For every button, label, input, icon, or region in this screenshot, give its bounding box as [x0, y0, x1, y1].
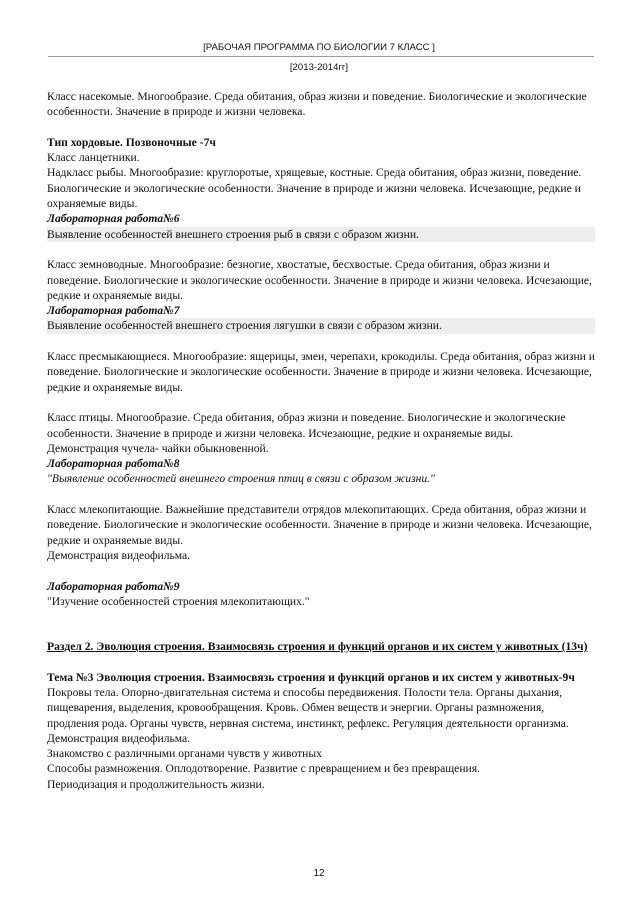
lab9-heading: Лабораторная работа№9	[47, 579, 180, 593]
mammals-paragraph: Класс млекопитающие. Важнейшие представители отрядов млекопитающих. Среда обитания, образ жизни и поведение. Биологические и экологические особенности. Значение в природе и жизни человека. Исчезающие, редкие и охраняемые виды.	[47, 503, 592, 547]
birds-demo-line: Демонстрация чучела- чайки обыкновенной.	[47, 441, 269, 455]
topic3-sense-line: Знакомство с различными органами чувств у животных	[47, 747, 322, 761]
section2-heading: Раздел 2. Эволюция строения. Взаимосвязь строения и функций органов и их систем у животных (13ч)	[47, 640, 588, 654]
topic3-periodization-line: Периодизация и продолжительность жизни.	[47, 777, 265, 791]
lab8-text: "Выявление особенностей внешнего строения птиц в связи с образом жизни."	[47, 472, 435, 486]
birds-paragraph: Класс птицы. Многообразие. Среда обитания, образ жизни и поведение. Биологические и экологические особенности. Значение в природе и жизни человека. Исчезающие, редкие и охраняемые виды.	[47, 411, 566, 440]
topic3-heading: Тема №3 Эволюция строения. Взаимосвязь строения и функций органов и их систем у животных-9ч	[47, 670, 575, 684]
page-body	[47, 89, 595, 792]
fish-paragraph: Надкласс рыбы. Многообразие: круглоротые, хрящевые, костные. Среда обитания, образ жизни, поведение. Биологические и экологические особенности. Значение в природе и жизни человека. Исчезающие, редкие и охраняемые виды.	[47, 166, 582, 211]
lancelets-line: Класс ланцетники.	[47, 151, 140, 165]
topic3-paragraph: Покровы тела. Опорно-двигательная система и способы передвижения. Полости тела. Органы дыхания, пищеварения, выделения, кровообращения. Кровь. Обмен веществ и энергии. Органы размножения, продления рода. Органы чувств, нервная система, инстинкт, рефлекс. Регуляция деятельности организма.	[47, 685, 569, 730]
topic3-demo-line: Демонстрация видеофильма.	[47, 731, 191, 745]
lab6-heading: Лабораторная работа№6	[47, 212, 180, 226]
header-divider	[48, 56, 594, 57]
running-header-years: [2013-2014гг]	[289, 62, 349, 73]
lab7-heading: Лабораторная работа№7	[47, 304, 180, 318]
amphibians-paragraph: Класс земноводные. Многообразие: безногие, хвостатые, бесхвостые. Среда обитания, образ жизни и поведение. Биологические и экологические особенности. Значение в природе и жизни человека. Исчезающие, редкие и охраняемые виды.	[47, 258, 592, 302]
lab7-text: Выявление особенностей внешнего строения лягушки в связи с образом жизни.	[47, 318, 595, 333]
lab9-text: "Изучение особенностей строения млекопитающих."	[47, 594, 310, 608]
reptiles-paragraph: Класс пресмыкающиеся. Многообразие: ящерицы, змеи, черепахи, крокодилы. Среда обитания, образ жизни и поведение. Биологические и экологические особенности. Значение в природе и жизни человека. Исчезающие, редкие и охраняемые виды.	[47, 350, 595, 394]
lab8-heading: Лабораторная работа№8	[47, 457, 180, 471]
topic3-reproduction-line: Способы размножения. Оплодотворение. Развитие с превращением и без превращения.	[47, 762, 480, 776]
chordates-heading: Тип хордовые. Позвоночные -7ч	[47, 135, 216, 149]
running-header-title: [РАБОЧАЯ ПРОГРАММА ПО БИОЛОГИИ 7 КЛАСС ]	[203, 42, 435, 53]
insects-paragraph: Класс насекомые. Многообразие. Среда обитания, образ жизни и поведение. Биологические и экологические особенности. Значение в природе и жизни человека.	[47, 90, 587, 119]
lab6-text: Выявление особенностей внешнего строения рыб в связи с образом жизни.	[47, 227, 595, 242]
page-number: 12	[313, 868, 325, 879]
mammals-demo-line: Демонстрация видеофильма.	[47, 548, 191, 562]
